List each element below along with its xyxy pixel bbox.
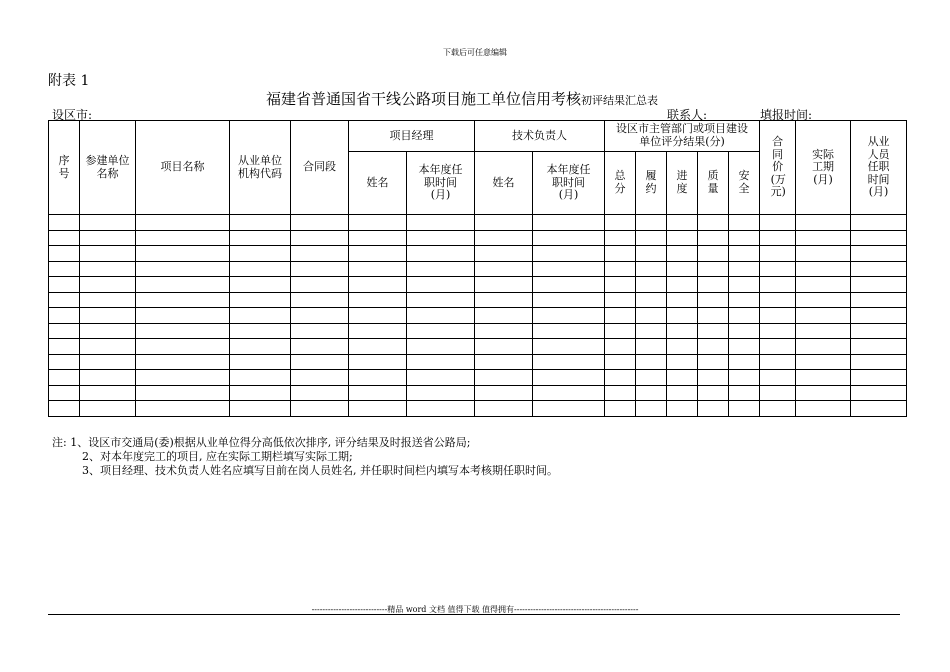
table-cell[interactable] [407,339,475,355]
table-row [49,261,907,277]
table-cell[interactable] [667,339,698,355]
table-cell[interactable] [729,277,760,293]
table-cell[interactable] [136,277,230,293]
table-cell[interactable] [851,308,907,324]
table-row [49,230,907,246]
title-subtitle: 初评结果汇总表 [581,94,659,107]
header-builder: 参建单位名称 [80,121,136,215]
page-top-note: 下载后可任意编辑 [443,48,507,57]
table-cell[interactable] [636,230,667,246]
table-cell[interactable] [636,215,667,231]
table-cell[interactable] [729,215,760,231]
table-cell[interactable] [636,401,667,417]
table-cell[interactable] [636,354,667,370]
header-performance: 履约 [636,152,667,215]
table-row [49,215,907,231]
header-actual-period: 实际工期(月) [796,121,851,215]
table-cell[interactable] [760,339,796,355]
fill-time-label: 填报时间: [760,108,813,122]
table-cell[interactable] [475,385,533,401]
table-cell[interactable] [851,215,907,231]
table-cell[interactable] [698,323,729,339]
table-cell[interactable] [796,246,851,262]
contact-label: 联系人: [667,108,708,122]
table-cell[interactable] [136,339,230,355]
table-cell[interactable] [729,261,760,277]
table-cell[interactable] [230,246,291,262]
table-cell[interactable] [533,277,605,293]
table-cell[interactable] [698,354,729,370]
table-cell[interactable] [136,323,230,339]
table-cell[interactable] [605,230,636,246]
district-label: 设区市: [52,108,93,122]
header-tech-lead: 技术负责人 [475,121,605,152]
table-row [49,339,907,355]
table-cell[interactable] [230,370,291,386]
table-cell[interactable] [667,215,698,231]
table-cell[interactable] [349,339,407,355]
attachment-label: 附表 1 [48,73,90,89]
summary-table [48,120,907,417]
table-cell[interactable] [230,230,291,246]
table-cell[interactable] [291,215,349,231]
table-row [49,277,907,293]
title-main: 福建省普通国省干线公路项目施工单位信用考核 [266,90,582,108]
table-cell[interactable] [49,354,80,370]
table-cell[interactable] [291,323,349,339]
table-cell[interactable] [605,385,636,401]
table-cell[interactable] [136,354,230,370]
table-cell[interactable] [407,261,475,277]
notes-block [52,436,558,478]
header-quality: 质量 [698,152,729,215]
table-cell[interactable] [760,385,796,401]
table-cell[interactable] [533,370,605,386]
table-cell[interactable] [851,339,907,355]
table-cell[interactable] [851,354,907,370]
table-cell[interactable] [760,370,796,386]
table-cell[interactable] [475,354,533,370]
table-cell[interactable] [636,246,667,262]
table-cell[interactable] [698,401,729,417]
table-cell[interactable] [698,292,729,308]
table-cell[interactable] [49,215,80,231]
table-cell[interactable] [230,215,291,231]
table-cell[interactable] [729,385,760,401]
table-cell[interactable] [667,246,698,262]
table-cell[interactable] [291,292,349,308]
note-line-3: 3、项目经理、技术负责人姓名应填写目前在岗人员姓名, 并任职时间栏内填写本考核期任职时间。 [82,464,558,477]
table-cell[interactable] [533,401,605,417]
table-cell[interactable] [760,308,796,324]
table-cell[interactable] [760,246,796,262]
header-contract-price: 合同价(万元) [760,121,796,215]
table-cell[interactable] [851,385,907,401]
table-cell[interactable] [667,308,698,324]
table-cell[interactable] [605,215,636,231]
table-cell[interactable] [698,230,729,246]
table-cell[interactable] [533,308,605,324]
table-cell[interactable] [349,370,407,386]
table-cell[interactable] [291,401,349,417]
header-staff-period: 从业人员任职时间(月) [851,121,907,215]
table-cell[interactable] [80,339,136,355]
table-cell[interactable] [760,292,796,308]
table-cell[interactable] [851,370,907,386]
table-cell[interactable] [636,261,667,277]
table-cell[interactable] [667,230,698,246]
page-title [266,88,658,109]
table-cell[interactable] [605,292,636,308]
table-cell[interactable] [667,401,698,417]
table-cell[interactable] [796,401,851,417]
table-cell[interactable] [533,215,605,231]
note-line-1: 注: 1、设区市交通局(委)根据从业单位得分高低依次排序, 评分结果及时报送省公路局; [52,436,471,449]
table-cell[interactable] [760,261,796,277]
table-cell[interactable] [230,323,291,339]
table-cell[interactable] [475,339,533,355]
table-cell[interactable] [605,246,636,262]
table-cell[interactable] [729,292,760,308]
table-cell[interactable] [291,370,349,386]
table-cell[interactable] [49,323,80,339]
table-cell[interactable] [136,261,230,277]
table-cell[interactable] [349,323,407,339]
table-cell[interactable] [796,385,851,401]
header-tech-name: 姓名 [475,152,533,215]
table-cell[interactable] [698,246,729,262]
table-cell[interactable] [475,323,533,339]
table-cell[interactable] [533,339,605,355]
table-cell[interactable] [349,261,407,277]
table-cell[interactable] [136,215,230,231]
table-cell[interactable] [407,246,475,262]
table-row [49,385,907,401]
table-cell[interactable] [80,370,136,386]
table-cell[interactable] [230,292,291,308]
table-cell[interactable] [729,246,760,262]
table-cell[interactable] [49,292,80,308]
table-cell[interactable] [796,230,851,246]
table-cell[interactable] [291,354,349,370]
table-cell[interactable] [80,308,136,324]
table-cell[interactable] [636,323,667,339]
table-row [49,323,907,339]
table-cell[interactable] [533,261,605,277]
table-cell[interactable] [291,277,349,293]
table-cell[interactable] [533,292,605,308]
table-cell[interactable] [533,246,605,262]
table-cell[interactable] [796,215,851,231]
table-cell[interactable] [729,308,760,324]
table-cell[interactable] [49,277,80,293]
table-cell[interactable] [349,401,407,417]
table-cell[interactable] [475,401,533,417]
table-cell[interactable] [230,354,291,370]
table-cell[interactable] [760,277,796,293]
table-cell[interactable] [636,308,667,324]
table-row [49,401,907,417]
table-cell[interactable] [291,308,349,324]
table-cell[interactable] [605,354,636,370]
table-cell[interactable] [605,370,636,386]
table-cell[interactable] [667,385,698,401]
table-cell[interactable] [230,401,291,417]
table-cell[interactable] [291,339,349,355]
table-cell[interactable] [80,385,136,401]
table-cell[interactable] [349,292,407,308]
table-cell[interactable] [636,385,667,401]
table-cell[interactable] [49,385,80,401]
table-cell[interactable] [49,246,80,262]
table-cell[interactable] [760,323,796,339]
table-cell[interactable] [796,292,851,308]
table-row [49,308,907,324]
table-cell[interactable] [475,230,533,246]
table-cell[interactable] [851,246,907,262]
table-cell[interactable] [80,261,136,277]
table-cell[interactable] [80,215,136,231]
table-cell[interactable] [49,308,80,324]
table-cell[interactable] [698,308,729,324]
table-cell[interactable] [475,246,533,262]
table-cell[interactable] [667,292,698,308]
table-cell[interactable] [667,261,698,277]
header-project-name: 项目名称 [136,121,230,215]
table-cell[interactable] [760,215,796,231]
footer-text: ----------------------------精品 word 文档 值得下载 值得拥有---------------------------------------------- [311,605,639,614]
table-cell[interactable] [80,246,136,262]
table-cell[interactable] [407,323,475,339]
table-cell[interactable] [851,277,907,293]
table-cell[interactable] [291,261,349,277]
table-cell[interactable] [49,230,80,246]
table-row [49,292,907,308]
table-cell[interactable] [136,401,230,417]
table-cell[interactable] [667,277,698,293]
table-cell[interactable] [136,246,230,262]
table-cell[interactable] [136,385,230,401]
table-cell[interactable] [136,308,230,324]
table-cell[interactable] [80,292,136,308]
table-cell[interactable] [636,339,667,355]
table-cell[interactable] [760,230,796,246]
table-cell[interactable] [80,323,136,339]
table-cell[interactable] [533,230,605,246]
table-cell[interactable] [636,292,667,308]
note-line-2: 2、对本年度完工的项目, 应在实际工期栏填写实际工期; [82,450,353,463]
table-cell[interactable] [230,277,291,293]
table-cell[interactable] [475,215,533,231]
header-pm-name: 姓名 [349,152,407,215]
table-cell[interactable] [407,370,475,386]
table-cell[interactable] [636,370,667,386]
table-cell[interactable] [49,261,80,277]
table-cell[interactable] [796,323,851,339]
table-cell[interactable] [636,277,667,293]
table-cell[interactable] [475,308,533,324]
table-cell[interactable] [49,401,80,417]
table-cell[interactable] [136,292,230,308]
table-cell[interactable] [475,370,533,386]
table-cell[interactable] [796,354,851,370]
header-seq: 序号 [49,121,80,215]
table-cell[interactable] [729,354,760,370]
header-score-group: 设区市主管部门或项目建设单位评分结果(分) [605,121,760,152]
table-cell[interactable] [667,370,698,386]
header-project-manager: 项目经理 [349,121,475,152]
table-cell[interactable] [729,370,760,386]
table-cell[interactable] [851,401,907,417]
table-cell[interactable] [667,323,698,339]
table-cell[interactable] [851,292,907,308]
table-cell[interactable] [349,277,407,293]
table-row [49,354,907,370]
table-cell[interactable] [729,323,760,339]
header-org-code: 从业单位机构代码 [230,121,291,215]
table-row [49,246,907,262]
table-cell[interactable] [796,308,851,324]
table-cell[interactable] [851,323,907,339]
table-cell[interactable] [349,385,407,401]
table-cell[interactable] [796,339,851,355]
header-progress: 进度 [667,152,698,215]
table-cell[interactable] [407,385,475,401]
table-cell[interactable] [407,215,475,231]
table-cell[interactable] [80,354,136,370]
table-cell[interactable] [729,339,760,355]
table-cell[interactable] [475,277,533,293]
table-cell[interactable] [349,215,407,231]
table-cell[interactable] [698,370,729,386]
header-contract-section: 合同段 [291,121,349,215]
table-cell[interactable] [407,277,475,293]
table-cell[interactable] [230,385,291,401]
header-safety: 安全 [729,152,760,215]
table-cell[interactable] [291,385,349,401]
table-cell[interactable] [49,370,80,386]
table-cell[interactable] [698,261,729,277]
table-cell[interactable] [407,354,475,370]
table-cell[interactable] [136,230,230,246]
table-cell[interactable] [605,277,636,293]
table-cell[interactable] [851,261,907,277]
table-cell[interactable] [698,277,729,293]
table-cell[interactable] [729,230,760,246]
table-cell[interactable] [796,370,851,386]
table-cell[interactable] [698,215,729,231]
table-cell[interactable] [698,339,729,355]
table-cell[interactable] [475,292,533,308]
table-cell[interactable] [407,308,475,324]
table-cell[interactable] [605,401,636,417]
table-cell[interactable] [80,277,136,293]
header-total-score: 总分 [605,152,636,215]
table-cell[interactable] [605,308,636,324]
table-cell[interactable] [407,230,475,246]
table-cell[interactable] [605,261,636,277]
table-cell[interactable] [291,246,349,262]
table-row [49,370,907,386]
table-cell[interactable] [291,230,349,246]
table-cell[interactable] [230,308,291,324]
table-cell[interactable] [407,401,475,417]
table-cell[interactable] [349,308,407,324]
table-cell[interactable] [349,354,407,370]
table-cell[interactable] [605,339,636,355]
table-cell[interactable] [760,401,796,417]
table-cell[interactable] [230,339,291,355]
table-cell[interactable] [796,277,851,293]
table-cell[interactable] [349,230,407,246]
table-cell[interactable] [80,401,136,417]
table-cell[interactable] [729,401,760,417]
table-cell[interactable] [136,370,230,386]
table-cell[interactable] [760,354,796,370]
table-cell[interactable] [667,354,698,370]
table-cell[interactable] [80,230,136,246]
table-cell[interactable] [533,385,605,401]
table-cell[interactable] [533,323,605,339]
table-cell[interactable] [407,292,475,308]
table-cell[interactable] [851,230,907,246]
table-cell[interactable] [349,246,407,262]
table-cell[interactable] [605,323,636,339]
table-cell[interactable] [796,261,851,277]
header-pm-tenure: 本年度任职时间(月) [407,152,475,215]
header-tech-tenure: 本年度任职时间(月) [533,152,605,215]
table-cell[interactable] [533,354,605,370]
table-cell[interactable] [49,339,80,355]
table-cell[interactable] [230,261,291,277]
table-cell[interactable] [475,261,533,277]
table-cell[interactable] [698,385,729,401]
